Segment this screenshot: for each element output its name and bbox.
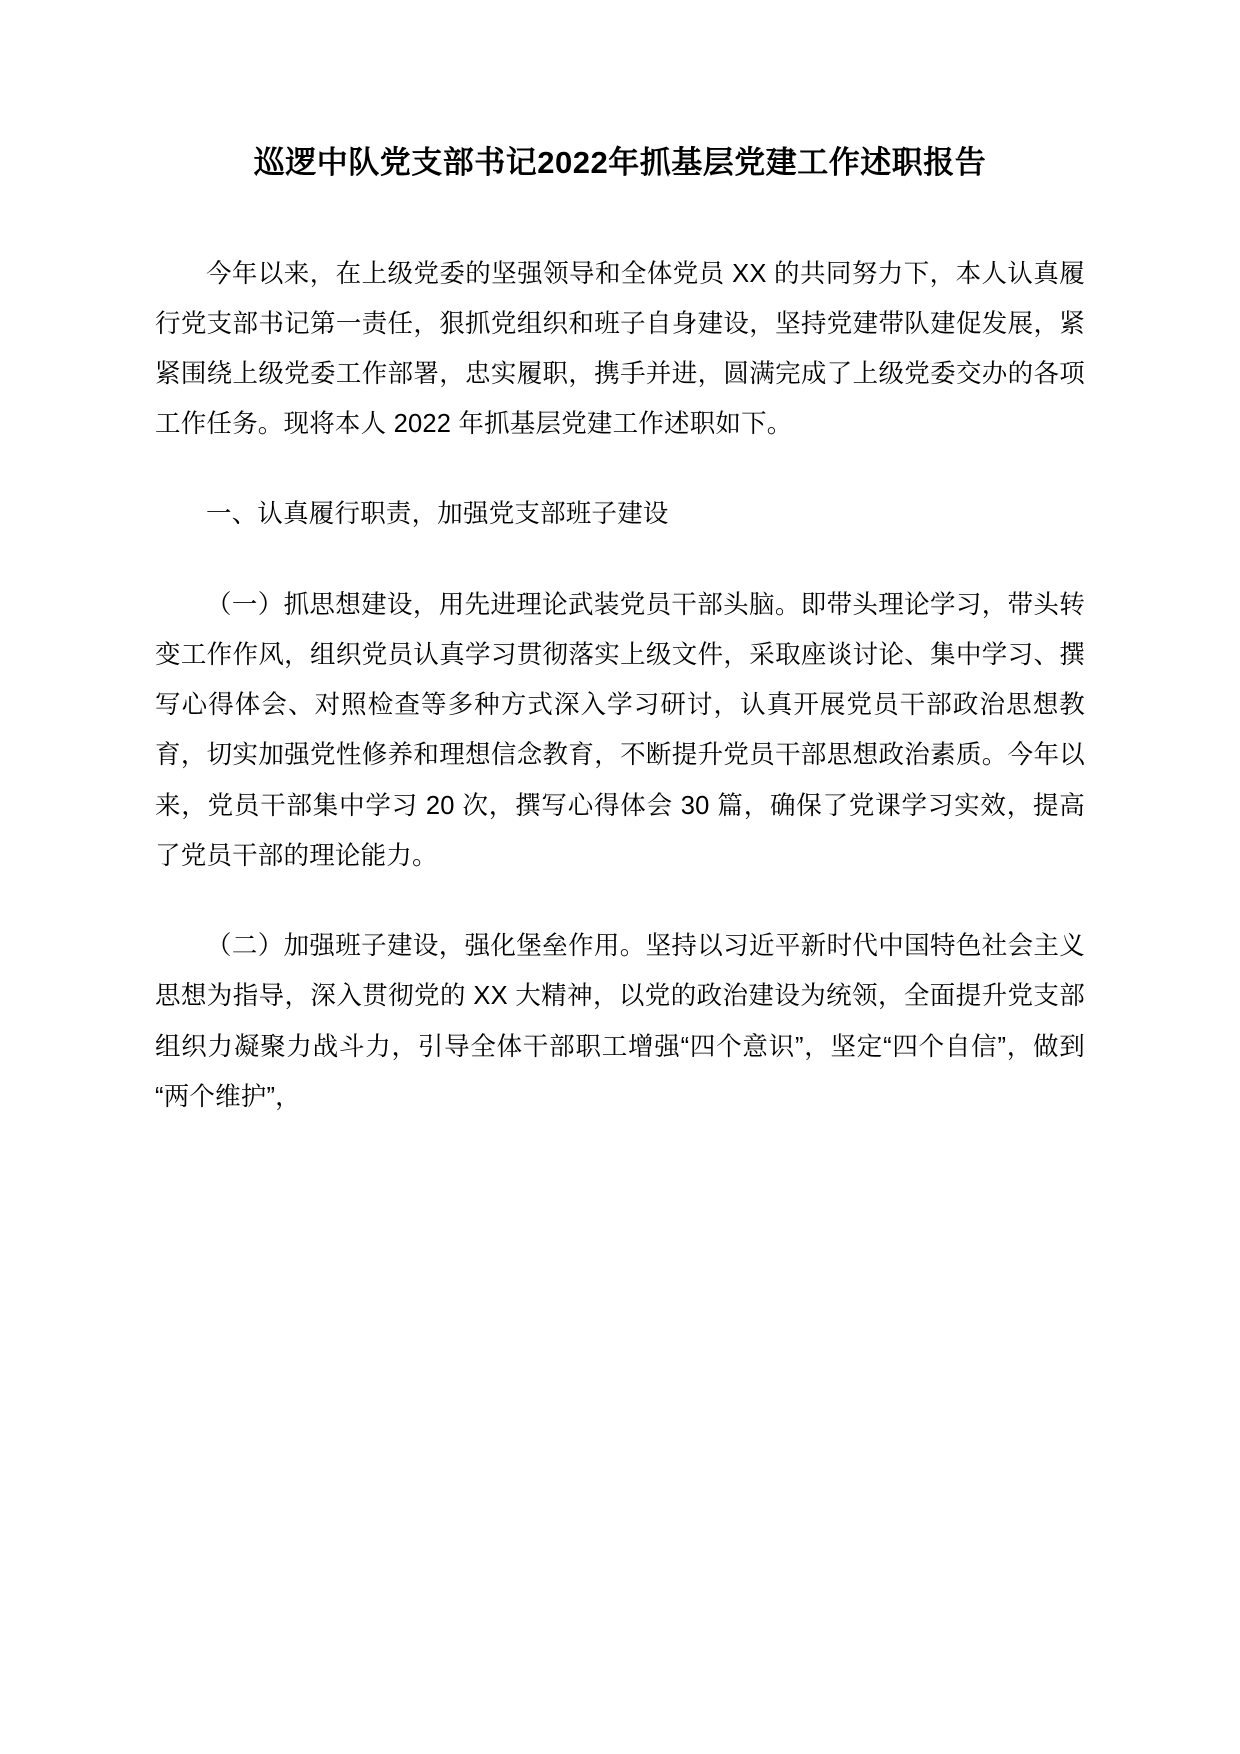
body-paragraph-subsection-1: （一）抓思想建设，用先进理论武装党员干部头脑。即带头理论学习，带头转变工作作风，组织党员认真学习贯彻落实上级文件，采取座谈讨论、集中学习、撰写心得体会、对照检查等多种方式深入学习研讨，认真开展党员干部政治思想教育，切实加强党性修养和理想信念教育，不断提升党员干部思想政治素质。今年以来，党员干部集中学习 20 次，撰写心得体会 30 篇，确保了党课学习实效，提高了党员干部的理论能力。 xyxy=(155,590,1085,870)
section-heading-1: 一、认真履行职责，加强党支部班子建设 xyxy=(206,500,669,529)
page-title: 巡逻中队党支部书记2022年抓基层党建工作述职报告 xyxy=(253,145,987,180)
body-paragraph-intro: 今年以来，在上级党委的坚强领导和全体党员 XX 的共同努力下，本人认真履行党支部书记第一责任，狠抓党组织和班子自身建设，坚持党建带队建促发展，紧紧围绕上级党委工作部署，忠实履职，携手并进，圆满完成了上级党委交办的各项工作任务。现将本人 2022 年抓基层党建工作述职如下。 xyxy=(155,259,1085,439)
body-paragraph-subsection-2: （二）加强班子建设，强化堡垒作用。坚持以习近平新时代中国特色社会主义思想为指导，深入贯彻党的 XX 大精神，以党的政治建设为统领，全面提升党支部组织力凝聚力战斗力，引导全体干部职工增强“四个意识”，坚定“四个自信”，做到“两个维护”， xyxy=(155,932,1085,1111)
